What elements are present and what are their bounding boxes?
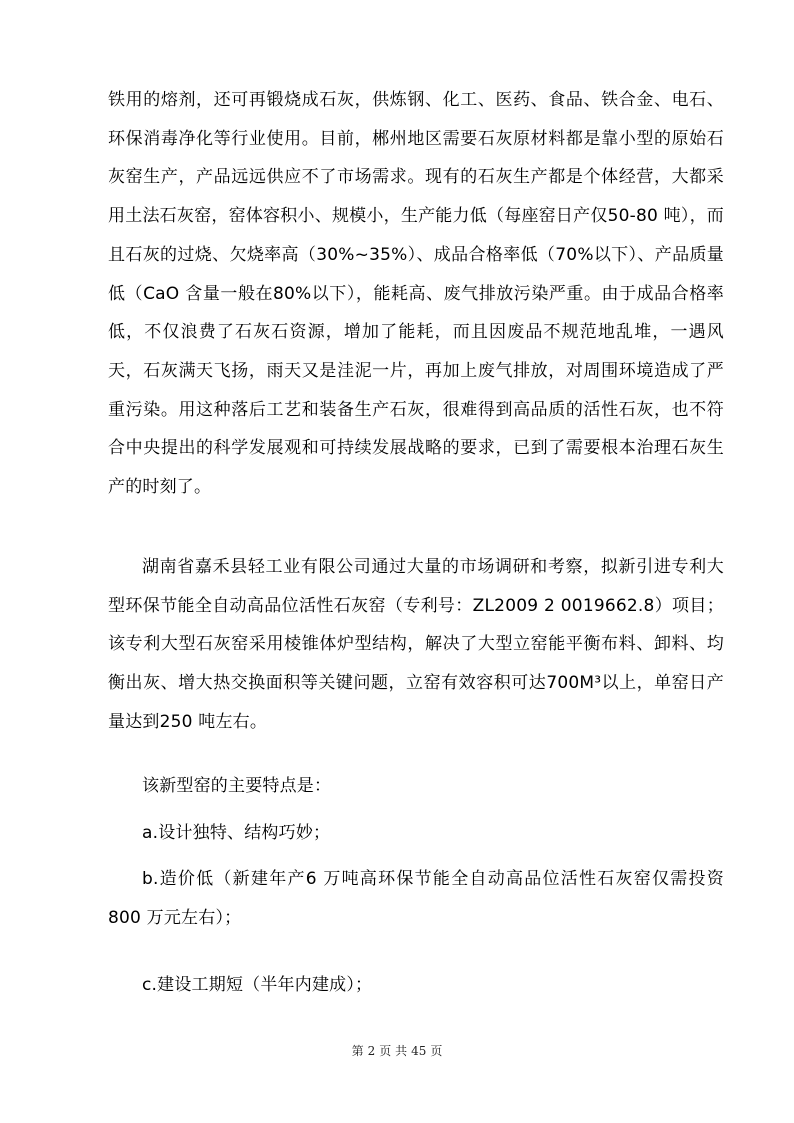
footer-middle: 页 共 [379,1044,408,1058]
list-item: b.造价低（新建年产6 万吨高环保节能全自动高品位活性石灰窑仅需投资800 万元左右）； [108,869,724,928]
body-paragraph: 铁用的熔剂，还可再锻烧成石灰，供炼钢、化工、医药、食品、铁合金、电石、环保消毒净化等行业使用。目前，郴州地区需要石灰原材料都是靠小型的原始石灰窑生产，产品远远供应不了市场需求。现有的石灰生产都是个体经营，大都采用土法石灰窑，窑体容积小、规模小，生产能力低（每座窑日产仅50-80 吨），而且石灰的过烧、欠烧率高（30%~35%）、成品合格率低（70%以下）、产品质量低（CaO 含量一般在80%以下），能耗高、废气排放污染严重。由于成品合格率低，不仅浪费了石灰石资源，增加了能耗，而且因废品不规范地乱堆，一遇风天，石灰满天飞扬，雨天又是洼泥一片，再加上废气排放，对周围环境造成了严重污染。用这种落后工艺和装备生产石灰，很难得到高品质的活性石灰，也不符合中央提出的科学发展观和可持续发展战略的要求，已到了需要根本治理石灰生产的时刻了。 [108,90,724,498]
page-footer [0,1042,794,1059]
footer-prefix: 第 [351,1044,364,1058]
body-paragraph: 湖南省嘉禾县轻工业有限公司通过大量的市场调研和考察，拟新引进专利大型环保节能全自动高品位活性石灰窑（专利号：ZL2009 2 0019662.8）项目；该专利大型石灰窑采用棱锥体炉型结构，解决了大型立窑能平衡布料、卸料、均衡出灰、增大热交换面积等关键问题，立窑有效容积可达700M³以上，单窑日产量达到250 吨左右。 [108,557,724,732]
list-item: c.建设工期短（半年内建成）； [142,975,373,995]
current-page-number: 2 [367,1044,376,1058]
list-item: a.设计独特、结构巧妙； [142,823,331,843]
total-pages-number: 45 [411,1044,427,1058]
body-paragraph: 该新型窑的主要特点是： [142,776,332,796]
footer-suffix: 页 [430,1044,443,1058]
